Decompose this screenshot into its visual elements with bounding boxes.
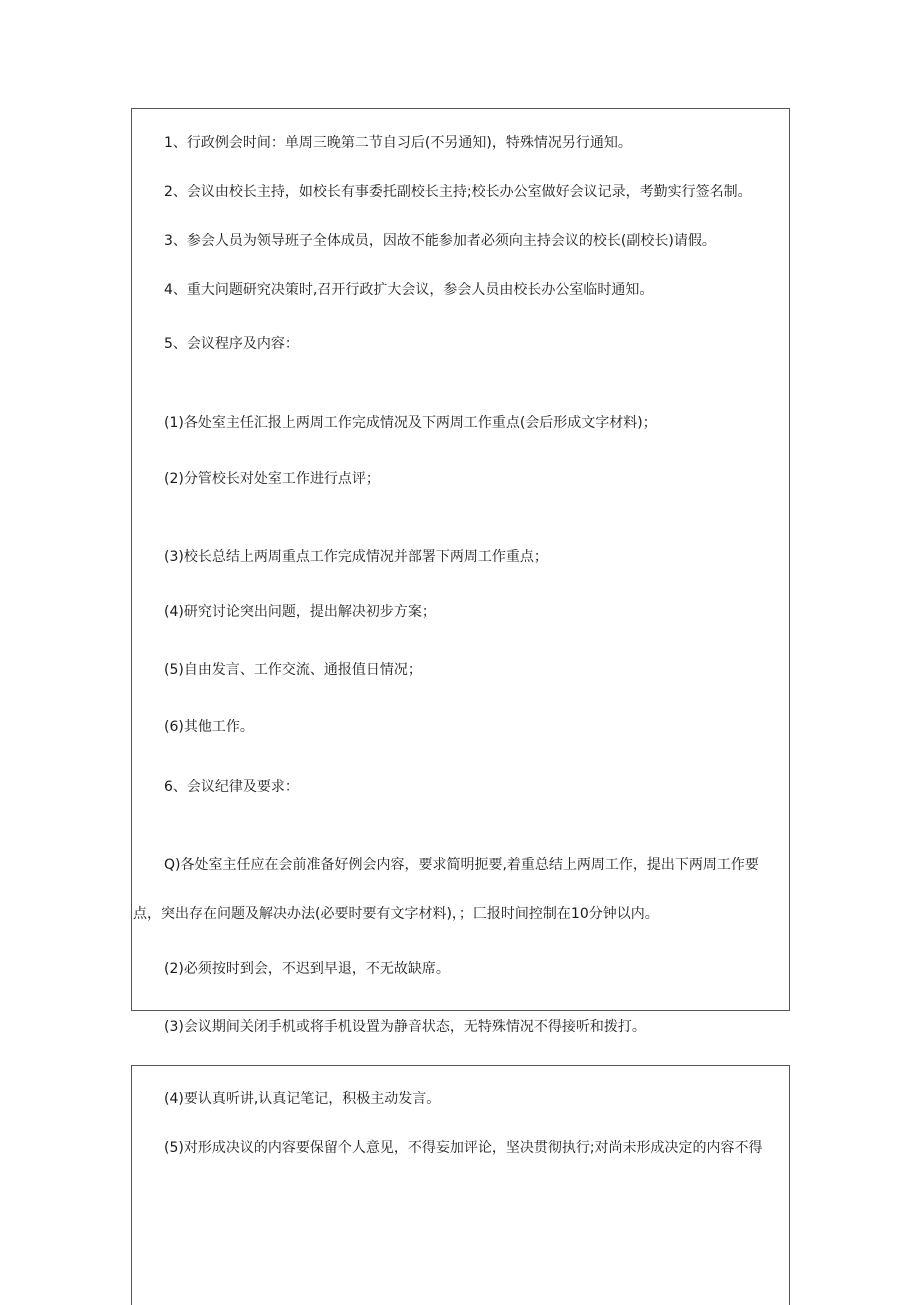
rule-item-5-heading: 5、会议程序及内容： [164,336,299,352]
rule-item-3: 3、参会人员为领导班子全体成员，因故不能参加者必须向主持会议的校长(副校长)请假。 [164,233,716,249]
discipline-item-1: Q)各处室主任应在会前准备好例会内容，要求简明扼要,着重总结上两周工作，提出下两周工作要 [164,857,759,873]
procedure-item-1: (1)各处室主任汇报上两周工作完成情况及下两周工作重点(会后形成文字材料)； [164,415,657,431]
discipline-item-4: (4)要认真听讲,认真记笔记，积极主动发言。 [164,1091,441,1107]
procedure-item-6: (6)其他工作。 [164,719,254,735]
procedure-item-5: (5)自由发言、工作交流、通报值日情况； [164,662,422,678]
discipline-item-3: (3)会议期间关闭手机或将手机设置为静音状态，无特殊情况不得接听和拨打。 [164,1019,646,1035]
procedure-item-4: (4)研究讨论突出问题，提出解决初步方案； [164,604,436,620]
rule-item-2: 2、会议由校长主持，如校长有事委托副校长主持;校长办公室做好会议记录，考勤实行签名制。 [164,184,752,200]
procedure-item-2: (2)分管校长对处室工作进行点评； [164,471,380,487]
discipline-item-5: (5)对形成决议的内容要保留个人意见，不得妄加评论，坚决贯彻执行;对尚未形成决定的内容不得 [164,1140,763,1156]
procedure-item-3: (3)校长总结上两周重点工作完成情况并部署下两周工作重点； [164,549,548,565]
rule-item-6-heading: 6、会议纪律及要求： [164,779,299,795]
discipline-item-1-continued: 点，突出存在问题及解决办法(必要时要有文字材料)，；匚报时间控制在10分钟以内。 [133,906,659,922]
rule-item-1: 1、行政例会时间：单周三晚第二节自习后(不另通知)，特殊情况另行通知。 [164,135,632,151]
rule-item-4: 4、重大问题研究决策时,召开行政扩大会议，参会人员由校长办公室临时通知。 [164,282,654,298]
discipline-item-2: (2)必须按时到会，不迟到早退，不无故缺席。 [164,961,450,977]
